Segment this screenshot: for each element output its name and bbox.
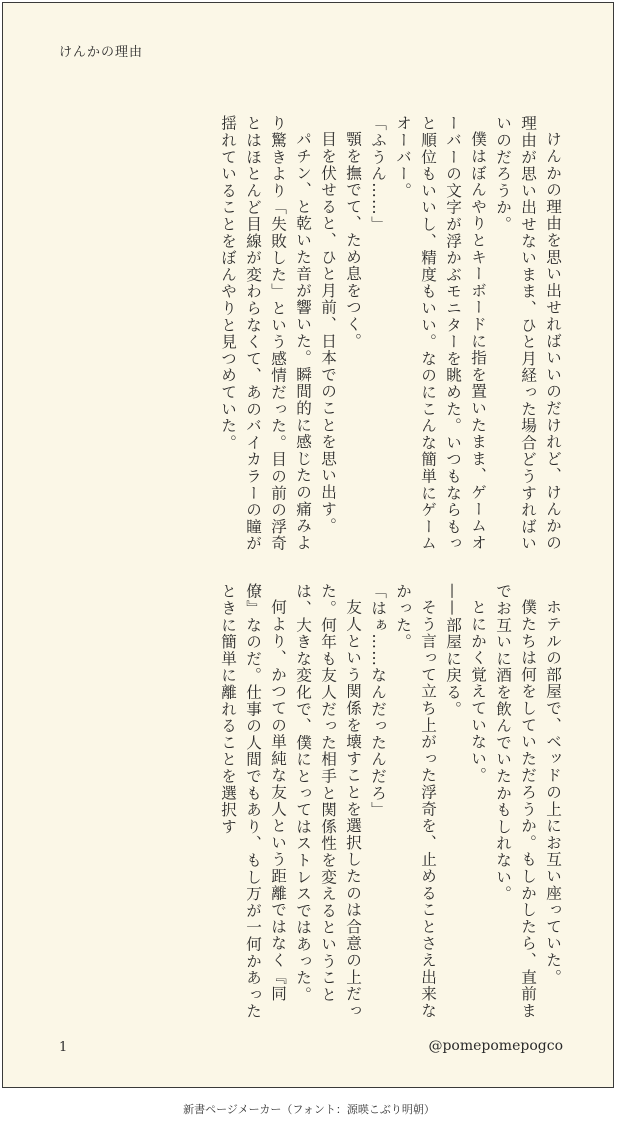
paragraph: パチン、と乾いた音が響いた。瞬間的に感じたの痛みより驚きより「失敗した」という感情だった。目の前の浮奇とはほとんど目線が変わらなくて、あのバイカラーの瞳が揺れていることをぼんやりと見つめていた。	[219, 115, 312, 552]
page-number: 1	[59, 1040, 68, 1055]
paragraph: 顎を撫でて、ため息をつく。	[344, 130, 362, 349]
running-title: けんかの理由	[59, 45, 144, 60]
paragraph: 目を伏せると、ひと月前、日本でのことを思い出す。	[319, 130, 337, 534]
author-handle: @pomepomepogco	[428, 1038, 563, 1054]
generator-caption: 新書ページメーカー（フォント：源暎こぶり明朝）	[183, 1103, 435, 1116]
dialogue-line: 「ふうん……」	[369, 115, 387, 233]
paragraph: 僕はぼんやりとキーボードに指を置いたまま、ゲームオーバーの文字が浮かぶモニターを眺めた。いつもならもっと順位もいいし、精度もいい。なのにこんな簡単にゲームオーバー。	[394, 115, 487, 552]
text-block-bottom	[45, 583, 565, 1023]
dialogue-line: 「はぁ……なんだったんだろ」	[369, 583, 387, 819]
text-block-top	[45, 115, 565, 555]
paragraph: 僕たちは何をしていただろうか。もしかしたら、直前までお互いに酒を飲んでいたかもしれない。	[494, 583, 537, 1019]
paragraph: ホテルの部屋で、ベッドの上にお互い座っていた。	[544, 598, 562, 985]
paragraph: そう言って立ち上がった浮奇を、止めることさえ出来なかった。	[394, 583, 437, 1019]
paragraph: けんかの理由を思い出せればいいのだけれど、けんかの理由が思い出せないまま、ひと月経った場合どうすればいいのだろうか。	[494, 115, 562, 552]
book-page	[2, 2, 614, 1088]
dialogue-line: ——部屋に戻る。	[444, 583, 462, 718]
paragraph: 友人という関係を壊すことを選択したのは合意の上だった。何年も友人だった相手と関係性を変えるということは、大きな変化で、僕にとってはストレスではあった。	[294, 583, 362, 1019]
paragraph: とにかく覚えていない。	[469, 598, 487, 784]
paragraph: 何より、かつての単純な友人という距離ではなく『同僚』なのだ。仕事の人間でもあり、もし万が一何かあったときに簡単に離れることを選択す	[219, 583, 287, 1020]
